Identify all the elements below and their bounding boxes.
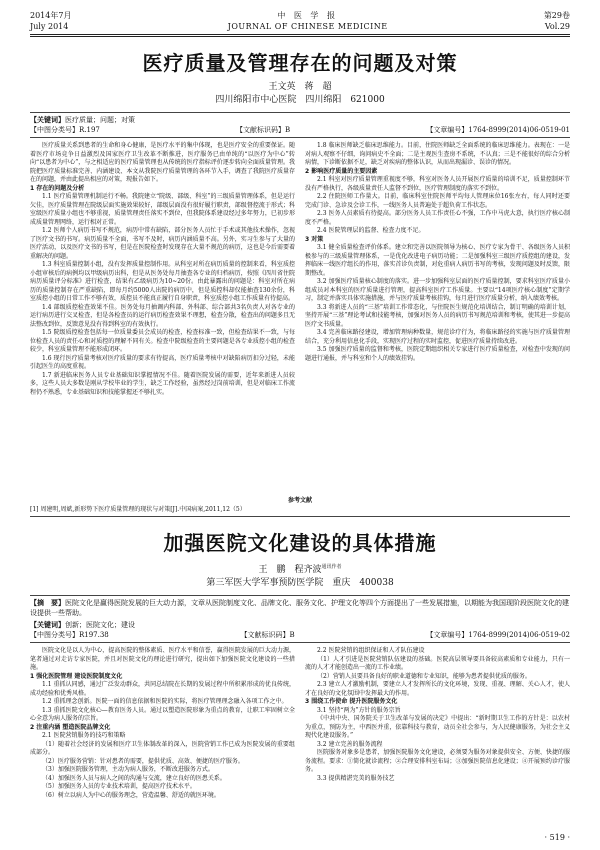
article-2-affiliation: 第三军医大学军事预防医学院 重庆 400038: [206, 578, 394, 588]
header-volume-en: Vol.29: [544, 22, 570, 31]
article-number: 【文章编号】1764-8999(2014)06-0519-01: [426, 126, 570, 134]
body-paragraph: 2.1 科室对医疗质量管理重视度不够，科室对医务人员开展医疗质量的培训不足，质量控制环节没有严格执行，各级质量责任人监督不到位，医疗管理制度的落实不到位。: [305, 176, 570, 192]
journal-name-cn: 中 医 学 报: [277, 11, 338, 20]
body-paragraph: 1.7 新进临床医务人员专业基础知识掌握情况不佳。随着医院发展的需要，近年来新进人员较多，这些人员大多数是刚从学校毕业的学生，缺乏工作经验，虽然经过岗前培训，但是对临床工作流程仍不熟悉，专业基础知识和技能掌握还不够扎实。: [30, 371, 295, 396]
article-2-left-column: [30, 647, 295, 799]
clc-number: 【中图分类号】R197.38: [30, 631, 109, 639]
clc-number: 【中图分类号】R.197: [30, 126, 100, 134]
body-paragraph: 3.4 完善临床路径建设，增加管理病种数量，规范诊疗行为，将临床路径的实施与医疗质量管理结合，充分利用信息化手段，实现医疗过程的实时监控，促进医疗质量持续改进。: [305, 329, 570, 345]
body-paragraph: 1.8 临床医师缺乏临床思维能力。目前，住院医师缺乏全面系统的临床思维能力。表现在：一是对病人观察不仔细，询问病史不全面；二是主观医生查房不系统，不认真；三是不能很好的综合分析病情，下诊断依据不足，缺乏对疾病的整体认识，从而出现漏诊、误诊的情况。: [305, 142, 570, 166]
keywords-label: 【关键词】: [30, 115, 65, 124]
reference-1: [1] 周建明,周斌,新形势下医疗质量管理的现状与对策[J].中国病案,2011,12（5）: [30, 506, 570, 518]
body-paragraph: 医疗质量关系到患者的生命和身心健康，是医疗水平的集中体现，也是医疗安全的重要保证。随着医疗市场竞争日益激烈及国家医疗卫生改革不断推进，医疗服务已由单纯的“以医疗为中心”转向“以患者为中心”，与之相适应的医疗质量管理也从传统的医疗指标评价逐步转向全面质量管理。我院把医疗质量标准完善、内涵建设、本文从我院医疗质量管理的各环节入手，调查了我院医疗质量存在的问题，并由此提出相应的对策，现报告如下。: [30, 142, 295, 183]
body-paragraph: 3.5 加强医疗质量的监督和考核，医院定期组织相关专家进行医疗质量检查，对检查中发现的问题进行通报，并与科室和个人的绩效挂钩。: [305, 346, 570, 362]
body-paragraph: 《中共中央、国务院关于卫生改革与发展的决定》中提出：“新时期卫生工作的方针是：以农村为重点，预防为主，中西医并重，依靠科技与教育，动员全社会参与，为人民健康服务，为社会主义现代化建设服务。”: [305, 715, 570, 739]
section-heading: 2 影响医疗质量的主要因素: [305, 167, 378, 175]
running-header: [30, 10, 570, 32]
body-paragraph: 2.3 建立人才激励机制，要建立人才发挥所长的文化环境，发现、重视、理解、关心人才，使人才在良好的文化氛围中发挥最大的作用。: [305, 681, 570, 697]
article-2-abstract: [30, 595, 570, 618]
header-volume-cn: 第29卷: [543, 11, 570, 20]
references-heading-wrap: [30, 497, 570, 506]
article-1-body: [30, 142, 570, 497]
body-paragraph: 3.2 建立完善的服务流程: [317, 740, 383, 748]
header-left: [30, 10, 71, 32]
body-paragraph: 3.1 坚持“两为”方针的服务宗旨: [317, 706, 401, 714]
body-paragraph: （1）人才引进是医院营销队伍建设的基础。医院高层领导要具备较高素质和专业能力，只有一流的人才才能创造出一流的工作业绩。: [305, 655, 570, 671]
body-paragraph: 2.2 住院医师工作量大。目前，临床科室住院医师平均每人管理床位16张左右，每人同时还要完成门诊、急诊及会诊工作，一线医务人员普遍处于超负荷工作状态。: [305, 193, 570, 209]
body-paragraph: 1.4 部级质控检查效果不佳。医务处每月抽调内科部、外科部、综合部共3名负责人对各专业的运行病历进行交叉检查，但是各检查员的运行病历检查效果不理想，检查分散，检查出的问题多且无法整改到位，反馈意见没有得到科室的有效执行。: [30, 303, 295, 328]
header-date-cn: 2014年7月: [30, 11, 72, 20]
doc-code: 【文献标识码】B: [236, 126, 291, 134]
header-right: [544, 10, 570, 32]
article-2-author-names: 王 鹏 程齐波: [258, 565, 322, 575]
article-1-meta: [30, 125, 570, 138]
section-heading: 2 注重内涵 塑造医院品牌文化: [30, 723, 111, 731]
body-paragraph: 3.1 健全质量检查评价体系。建立和完善以医院领导为核心、医疗专家为骨干、各级医务人员积极参与的三级质量管理体系，一是优化改进电子病历功能；二是加强科室三级医疗质控组的建设，发挥临床一线医疗组长的作用，落实首诊负责制，对危重病人病历书写的考核，发现问题及时反馈，限期整改。: [305, 244, 570, 277]
body-paragraph: （5）加强医务人员的专业技术培训，提高医疗技术水平。: [42, 783, 196, 790]
body-paragraph: 1.5 院级质控检查包括每一位质量委员会成员的检查，检查标准一致，但检查结果不一致，与每位检查人员的责任心和对质控的理解不同有关。检查中院级检查的主要问题是各专业质控小组的检查较少，科室质量管理不能形成闭环。: [30, 329, 295, 353]
body-paragraph: （4）加强医务人员与病人之间的沟通与交流，建立良好的医患关系。: [42, 774, 226, 782]
body-paragraph: 1.3 科室质量控制小组，没有发挥质量控制作用。从科室对所在病历质量的控制来看，科室质控小组审核后的病例均以甲级病历出科，但是从医务处每月抽查各专业的归档病历，按照《四川省住院病历质量评分标准》进行检查，结果有乙级病历为10~20份。由此暴露出的问题是：科室对所在病历的质量控制存在严重缺陷，即每月约5000人出院的病历中，但是质控科却仅能抽查130余份，科室质控小组的日常工作不够有效，质控员不能真正履行自身职责，科室质控小组工作质量有待提高。: [30, 261, 295, 302]
article-2-right-column: [305, 647, 570, 789]
body-paragraph: （2）医疗服务营销：针对患者的需要，提供优质、高效、便捷的医疗服务。: [42, 757, 244, 765]
body-paragraph: （3）加强医院服务管理，主动为病人服务，不断改进服务方式。: [42, 766, 214, 773]
body-paragraph: 3.2 加强医疗质量核心制度的落实。进一步加强科室层面的医疗质量控制，要求科室医疗质量小组成员对本科室的医疗质量进行管理，提高科室医疗工作质量。主要以“14项医疗核心制度”定期学习，制定并落实具体实施措施，并与医疗质量考核挂钩，每月进行医疗质量分析，纳入绩效考核。: [305, 278, 570, 302]
body-paragraph: 1.2 重抓理念创新。医院一面的信息依据和医院的实际，将医疗管理理念融入各项工作之中。: [42, 698, 288, 705]
journal-name-en: JOURNAL OF CHINESE MEDICINE: [227, 22, 388, 31]
article-1-authors: 王文英 蒋 超: [268, 82, 332, 92]
body-paragraph: （6）树立以病人为中心的服务理念，营造温馨、舒适的就医环境。: [42, 791, 220, 799]
article-1-left-column: [30, 142, 295, 497]
body-paragraph: 1.1 医疗质量管理机制运行不畅。我院建立“院级、部级、科室”的三级质量管理体系，但是运行欠佳，医疗质量管理在院级层面实施效果较好，部级层面没有很好履行职责，部级督控流于形式；科室级医疗质量小组也不够重视，质量管理责任落实不到位，但我院体系建设经过多年努力，已初步形成质量管理网络，运行相对正常。: [30, 193, 295, 226]
body-paragraph: 2.4 医院管理层的监督、检查力度不足。: [317, 227, 425, 234]
body-paragraph: 2.3 医务人员素质有待提高。部分医务人员工作责任心不强，工作中马虎大意，执行医疗核心制度不严格。: [305, 210, 570, 226]
article-1-affiliation: 四川绵阳市中心医院 四川绵阳 621000: [215, 95, 385, 105]
section-heading: 1 强化医院管理 建设医院制度文化: [30, 672, 123, 680]
corresponding-author-note: 通讯作者: [321, 564, 342, 570]
body-paragraph: 2.1 医院营销服务的技巧和策略: [42, 732, 126, 739]
header-date-en: July 2014: [30, 22, 69, 31]
section-heading: 1 存在的问题及分析: [30, 184, 85, 192]
article-2-authors: [30, 561, 570, 577]
body-paragraph: 2.2 医院营销的组织保证和人才队伍建设: [317, 647, 425, 654]
section-heading: 3 围绕工作使命 提升医院服务文化: [305, 698, 398, 705]
body-paragraph: 1.3 重抓医院文化核心—教育医务人员。通过以塑造医院形象为重点的教育，让职工牢固树立全心全意为病人服务的宗旨。: [30, 706, 295, 722]
article-2: [30, 527, 570, 799]
article-2-body: [30, 647, 570, 799]
doc-code: 【文献标识码】B: [240, 631, 295, 639]
article-2-keywords: [30, 618, 570, 630]
section-heading: 3 对策: [305, 235, 324, 243]
abstract-text: 医院文化是赢得医院发展的巨大动力源，文章从医院制度文化、品牌文化、服务文化、护理文化等四个方面提出了一些发展措施，以期能为我国现阶段医院文化的建设提供一些帮助。: [30, 599, 569, 617]
article-1-keywords: [30, 112, 570, 125]
body-paragraph: 3.3 提供精湛完美的服务技艺: [317, 774, 395, 782]
references-heading: 参考文献: [287, 497, 312, 504]
article-1-right-column: [305, 142, 570, 497]
header-rule-thin: [30, 36, 570, 37]
body-paragraph: 1.2 医师个人病历书写不规范，病历中常有缺陷，部分医务人员忙于手术或其他技术操作，忽视了医疗文书的书写。病历质量不全面，书写不及时，病历内涵质量不高。另外，实习生参与了大量的医疗活动，以及医疗文书的书写，但是在医院检查时发现存在大量不规范的病历，这也是今后需要着重解决的问题。: [30, 227, 295, 260]
body-paragraph: （1）随着社会经济的发展和医疗卫生体制改革的深入，医院营销工作已成为医院发展的重要组成部分。: [30, 740, 295, 756]
keywords-text: 医疗质量；问题；对策: [65, 116, 135, 124]
page-number: · 519 ·: [544, 833, 570, 842]
header-rule: [30, 34, 570, 35]
keywords-text: 创新；医院文化；建设: [65, 621, 135, 629]
abstract-label: 【摘 要】: [30, 598, 65, 607]
article-2-meta: [30, 630, 570, 643]
body-paragraph: 医院文化是以人为中心，提高医院的整体素质、医疗水平和信誉，赢得医院发展的巨大动力源，笔者通过对走访专家医院，并且对医院文化的理论进行研究，提出如下加强医院文化建设的一些措施。: [30, 647, 295, 671]
keywords-label: 【关键词】: [30, 620, 65, 629]
article-2-title: 加强医院文化建设的具体措施: [163, 531, 437, 555]
body-paragraph: 1.6 现行医疗质量考核对医疗质量的要求有待提高，医疗质量考核中对缺陷病历扣分过轻，未能引起医生的高度重视。: [30, 354, 295, 370]
article-1-title: 医疗质量及管理存在的问题及对策: [142, 51, 458, 75]
article-1: [30, 47, 570, 517]
body-paragraph: 1.1 重抓认同感，通过广泛发动群众，共同总结院在长期的发展过程中所积累形成的优良传统，成功经验和优秀风格。: [30, 681, 295, 697]
article-number: 【文章编号】1764-8999(2014)06-0519-02: [426, 631, 570, 639]
header-center: [228, 10, 388, 32]
body-paragraph: （2）营销人员要具备良好的职业道德和专业知识，能够为患者提供优质的服务。: [317, 672, 531, 680]
body-paragraph: 医院服务对象多是患者，加强医院服务文化建设，必须要为服务对象提供安全、方便、快捷的服务流程。要求：①简化就诊流程；②合理安排科室布局；③加强医院信息化建设；④开展预约诊疗服务。: [305, 749, 570, 773]
body-paragraph: 3.3 将新进人员的“三基”培训工作常态化，与住院医生规范化培训结合，制订明确的培训计划，坚持开展“三基”理论考试和技能考核，加强对医务人员的病历书写规范培训和考核，使其进一步提高医疗文书质量。: [305, 303, 570, 328]
